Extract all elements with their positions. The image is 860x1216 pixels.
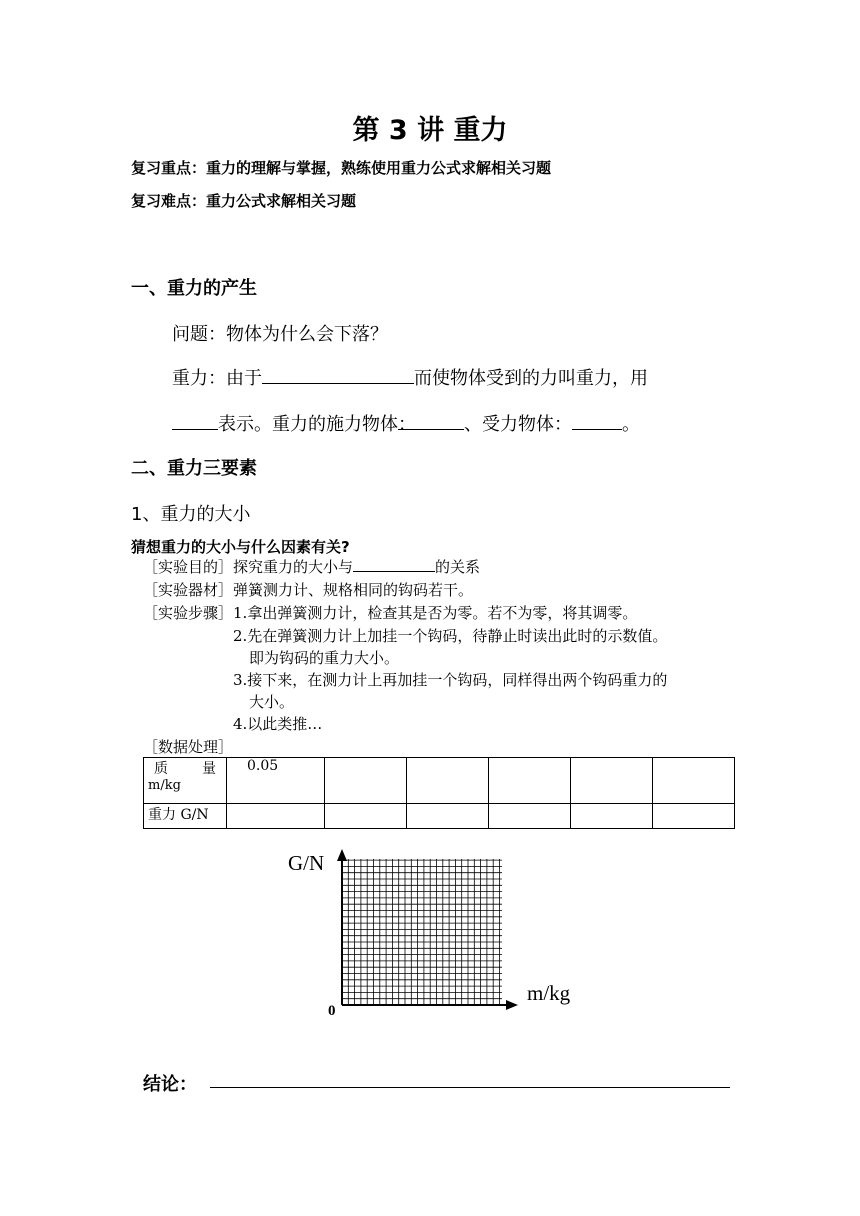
definition-period: 。	[622, 414, 640, 435]
graph-grid	[342, 859, 502, 1005]
gravity-definition-line1	[172, 364, 648, 390]
definition-text-d: 、受力物体：	[464, 414, 572, 435]
steps-label: ［实验步骤］	[143, 604, 234, 622]
data-processing-label: ［数据处理］	[143, 738, 234, 756]
y-axis-label: G/N	[288, 851, 325, 875]
section2-heading: 二、重力三要素	[131, 458, 257, 479]
purpose-text-b: 的关系	[435, 558, 481, 576]
gravity-cell-2[interactable]	[325, 804, 407, 829]
gravity-cell-6[interactable]	[653, 804, 735, 829]
question-text: 问题：物体为什么会下落？	[172, 324, 388, 345]
mass-unit: m/kg	[148, 778, 181, 793]
definition-text-c: 表示。重力的施力物体	[218, 414, 398, 435]
colon-mark: ：	[398, 414, 416, 435]
conclusion-label: 结论：	[143, 1074, 197, 1095]
subsection-size: 1、重力的大小	[131, 504, 251, 525]
fill-blank-exerting-object[interactable]	[398, 411, 464, 430]
definition-text-b: 而使物体受到的力叫重力，用	[414, 368, 648, 389]
purpose-label: ［实验目的］	[143, 558, 234, 576]
gravity-cell-5[interactable]	[571, 804, 653, 829]
step-4: 4.以此类推…	[233, 715, 323, 733]
x-axis-label: m/kg	[527, 981, 571, 1005]
materials-label: ［实验器材］	[143, 581, 234, 599]
data-table	[143, 757, 735, 829]
materials-line	[143, 579, 473, 600]
gravity-mass-graph	[280, 845, 600, 1015]
step-2b: 即为钩码的重力大小。	[249, 649, 400, 667]
gravity-definition-line2	[172, 410, 640, 436]
mass-header-cell	[144, 758, 227, 804]
conclusion-answer-line[interactable]	[210, 1087, 730, 1088]
step-3a: 3.接下来，在测力计上再加挂一个钩码，同样得出两个钩码重力的	[233, 671, 668, 689]
gravity-cell-1[interactable]	[227, 804, 325, 829]
page-title: 第 3 讲 重力	[352, 115, 508, 146]
mass-label-a: 质	[154, 761, 168, 777]
x-axis-arrow	[506, 1000, 518, 1010]
step-1: 1.拿出弹簧测力计，检查其是否为零。若不为零，将其调零。	[233, 604, 638, 622]
table-row-gravity	[144, 804, 735, 829]
mass-cell-5[interactable]	[571, 758, 653, 804]
table-row-mass	[144, 758, 735, 804]
gravity-header-cell: 重力 G/N	[144, 804, 227, 829]
step-2a: 2.先在弹簧测力计上加挂一个钩码，待静止时读出此时的示数值。	[233, 627, 668, 645]
steps-line	[143, 602, 637, 623]
materials-text: 弹簧测力计、规格相同的钩码若干。	[233, 581, 474, 599]
review-focus: 复习重点：重力的理解与掌握，熟练使用重力公式求解相关习题	[131, 159, 552, 177]
mass-label-b: 量	[202, 761, 216, 777]
fill-blank-receiving-object[interactable]	[572, 411, 622, 430]
y-axis-arrow	[337, 849, 347, 861]
gravity-cell-3[interactable]	[407, 804, 489, 829]
mass-cell-1[interactable]: 0.05	[227, 758, 325, 804]
step-3b: 大小。	[249, 693, 295, 711]
gravity-cell-4[interactable]	[489, 804, 571, 829]
fill-blank-cause[interactable]	[262, 365, 414, 384]
fill-blank-symbol[interactable]	[172, 411, 218, 430]
purpose-line	[143, 556, 480, 577]
fill-blank-factor[interactable]	[353, 557, 435, 572]
mass-cell-4[interactable]	[489, 758, 571, 804]
mass-cell-2[interactable]	[325, 758, 407, 804]
mass-cell-6[interactable]	[653, 758, 735, 804]
guess-question: 猜想重力的大小与什么因素有关?	[131, 538, 350, 556]
review-difficulty: 复习难点：重力公式求解相关习题	[131, 192, 357, 210]
mass-cell-3[interactable]	[407, 758, 489, 804]
section1-heading: 一、重力的产生	[131, 278, 257, 299]
origin-label: 0	[328, 1003, 336, 1015]
purpose-text-a: 探究重力的大小与	[233, 558, 354, 576]
definition-text-a: 重力：由于	[172, 368, 262, 389]
